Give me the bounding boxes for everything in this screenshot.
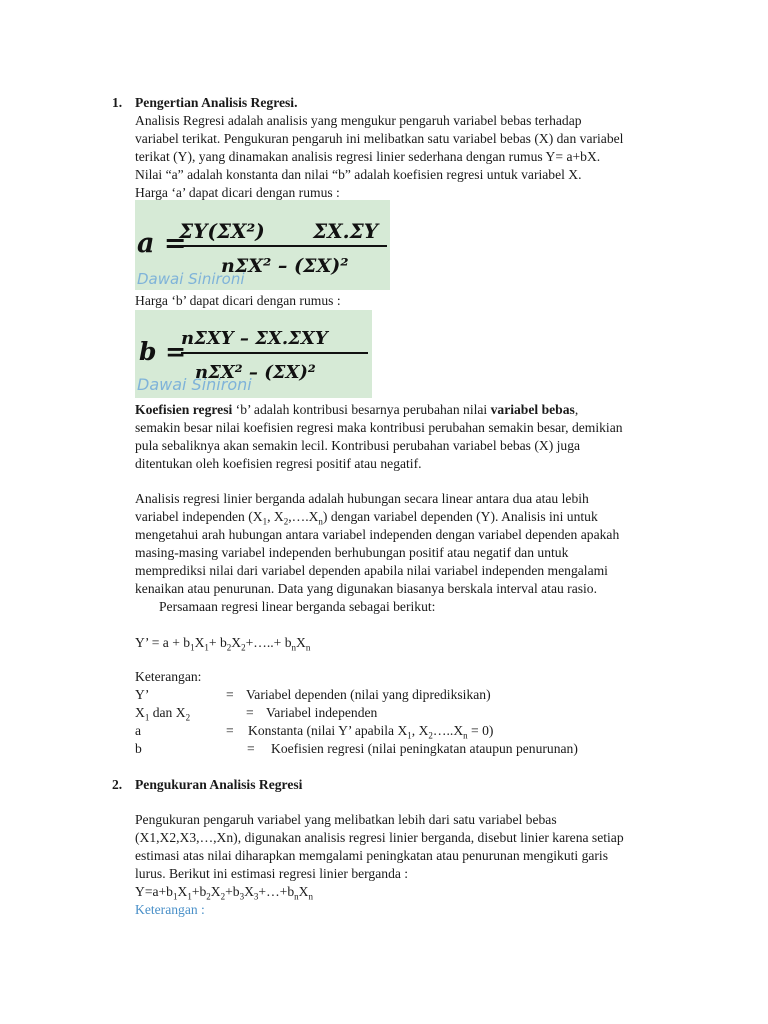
eq-run: Y’ = a + b	[135, 635, 191, 650]
text-line: Analisis regresi linier berganda adalah hubungan secara linear antara dua atau lebih	[135, 491, 589, 506]
text-line	[135, 401, 695, 419]
formula-a-den: nΣX² – (ΣX)²	[221, 255, 349, 277]
subscript: 1	[204, 642, 209, 653]
text-run: dan X	[149, 705, 186, 720]
eq-run: +…+b	[258, 884, 295, 899]
formula-a-watermark: Dawai Sinironi	[137, 270, 245, 288]
text-line: masing-masing variabel independen berhubungan positif atau negatif dan untuk	[135, 545, 569, 560]
text-run: ,	[574, 402, 579, 417]
text-line: memprediksi nilai dari variabel dependen apabila nilai variabel independen mengalami	[135, 563, 608, 578]
eq-run: +b	[225, 884, 240, 899]
subscript: 1	[262, 516, 268, 527]
formula-a-graphic	[135, 200, 390, 290]
def-term: b	[135, 741, 142, 756]
text-line	[135, 829, 695, 847]
text-run: , disebut linier karena setiap	[470, 830, 624, 845]
text-run: , X	[411, 723, 429, 738]
text-line: lurus. Berikut ini estimasi regresi linier berganda :	[135, 866, 409, 881]
text-run: (X1,X2,X3,…,Xn), digunakan	[135, 830, 305, 845]
subscript: n	[294, 891, 299, 902]
text-run: = 0)	[467, 723, 494, 738]
formula-b-image	[135, 310, 372, 398]
text-line: Analisis Regresi adalah analisis yang mengukur pengaruh variabel bebas terhadap	[135, 113, 582, 128]
text-line: ditentukan oleh koefisien regresi positif atau negatif.	[135, 456, 422, 471]
formula-b-den: nΣX² – (ΣX)²	[195, 362, 316, 383]
eq-run: X	[231, 635, 242, 650]
subscript: n	[308, 891, 313, 902]
berganda-paragraph	[135, 490, 695, 616]
eq-run: X	[194, 635, 205, 650]
subscript: n	[318, 516, 323, 527]
def-equals: =	[226, 687, 234, 702]
subscript: n	[463, 730, 468, 741]
formula-b-lhs: b =	[139, 337, 187, 366]
text-line: terikat (Y), yang dinamakan analisis regresi linier sederhana dengan rumus Y= a+bX.	[135, 149, 601, 164]
eq-run: +b	[191, 884, 207, 899]
definition-row	[135, 740, 578, 758]
text-line: Nilai “a” adalah konstanta dan nilai “b” adalah koefisien regresi untuk variabel X.	[135, 167, 582, 182]
def-desc: Variabel independen	[266, 705, 378, 720]
subscript: 2	[185, 712, 191, 723]
section-number: 2.	[112, 777, 123, 792]
text-line: Keterangan:	[135, 669, 202, 684]
text-line: Harga ‘b’ dapat dicari dengan rumus :	[135, 293, 341, 308]
text-run: , X	[267, 509, 284, 524]
section-title: Pengukuran Analisis Regresi	[135, 777, 303, 792]
section-2-heading	[112, 776, 302, 794]
def-desc: Variabel dependen (nilai yang diprediksikan)	[246, 687, 491, 702]
def-equals: =	[247, 741, 255, 756]
formula-b-num: nΣXY – ΣX.ΣXY	[181, 328, 328, 349]
subscript: 3	[253, 891, 259, 902]
def-term	[135, 705, 191, 723]
eq-run: + b	[208, 635, 227, 650]
subscript: 2	[283, 516, 289, 527]
section-1-heading	[112, 94, 298, 112]
formula-b-watermark: Dawai Sinironi	[137, 375, 252, 394]
equation-line	[135, 634, 655, 652]
text-line: semakin besar nilai koefisien regresi maka kontribusi perubahan semakin besar, demikian	[135, 420, 623, 435]
text-run: X	[135, 705, 145, 720]
subscript: 2	[226, 642, 232, 653]
bold-term: Koefisien regresi	[135, 402, 233, 417]
subscript: 1	[144, 712, 150, 723]
eq-run: X	[298, 884, 309, 899]
text-line: pula sebaliknya akan semakin lecil. Kontribusi perubahan variabel bebas (X) juga	[135, 438, 581, 453]
subscript: 1	[172, 891, 178, 902]
subscript: n	[291, 642, 297, 653]
subscript: 3	[239, 891, 245, 902]
text-run: ‘b’ adalah kontribusi besarnya perubahan nilai	[232, 402, 491, 417]
inline-link[interactable]: analisis regresi linier berganda	[304, 830, 471, 845]
eq-run: X	[296, 635, 306, 650]
text-line: kenaikan atau penurunan. Data yang digunakan biasanya berskala interval atau rasio.	[135, 581, 598, 596]
eq-run: Y=a+b	[135, 884, 173, 899]
intro-paragraph	[135, 112, 655, 202]
formula-a-num-left: ΣY(ΣX²)	[179, 219, 265, 243]
eq-run: X	[244, 884, 254, 899]
subscript: 1	[407, 730, 412, 741]
equation-line	[135, 883, 695, 901]
text-run: Konstanta (nilai Y’ apabila X	[248, 723, 408, 738]
keterangan-label	[135, 668, 655, 686]
bold-term: variabel bebas	[490, 402, 575, 417]
text-line: Pengukuran pengaruh variabel yang melibatkan lebih dari satu variabel bebas	[135, 812, 557, 827]
def-equals: =	[226, 723, 234, 738]
subscript: 2	[428, 730, 433, 741]
subscript: 1	[187, 891, 192, 902]
keterangan-link[interactable]: Keterangan :	[135, 902, 205, 917]
harga-b-text	[135, 292, 655, 310]
formula-a-lhs: a =	[137, 228, 187, 259]
section-2-paragraph	[135, 811, 695, 919]
def-desc: Koefisien regresi (nilai peningkatan ataupun penurunan)	[271, 741, 578, 756]
subscript: 2	[220, 891, 226, 902]
formula-a-num-right: ΣX.ΣY	[313, 219, 379, 243]
text-line: variabel terikat. Pengukuran pengaruh ini melibatkan satu variabel bebas (X) dan variabel	[135, 131, 624, 146]
eq-run: X	[177, 884, 188, 899]
text-run: variabel independen (X	[135, 509, 263, 524]
formula-b-graphic	[135, 310, 372, 398]
text-run: ,….X	[288, 509, 319, 524]
subscript: 1	[190, 642, 195, 653]
definition-row	[135, 704, 378, 723]
def-desc	[248, 722, 493, 740]
section-title: Pengertian Analisis Regresi.	[135, 95, 298, 110]
text-line: mengetahui arah hubungan antara variabel independen dengan variabel dependen apakah	[135, 527, 620, 542]
formula-a-image	[135, 200, 390, 290]
text-run: …..X	[432, 723, 464, 738]
text-line: estimasi atas nilai diharapkan memgalami peningkatan atau penurunan mengikuti garis	[135, 848, 608, 863]
eq-run: X	[210, 884, 221, 899]
def-term: a	[135, 723, 142, 738]
subscript: n	[305, 642, 311, 653]
definition-row	[135, 686, 491, 704]
text-line: Harga ‘a’ dapat dicari dengan rumus :	[135, 185, 340, 200]
text-run: ) dengan variabel dependen (Y). Analisis ini untuk	[322, 509, 598, 524]
def-term: Y’	[135, 687, 150, 702]
eq-run: +…..+ b	[245, 635, 292, 650]
regression-equation	[135, 634, 655, 652]
text-line: Persamaan regresi linear berganda sebagai berikut:	[159, 599, 436, 614]
section-number: 1.	[112, 95, 123, 110]
def-equals: =	[246, 705, 254, 720]
definition-row	[135, 722, 494, 741]
subscript: 2	[241, 642, 246, 653]
text-line	[135, 508, 695, 526]
koefisien-paragraph	[135, 401, 695, 473]
subscript: 2	[206, 891, 211, 902]
